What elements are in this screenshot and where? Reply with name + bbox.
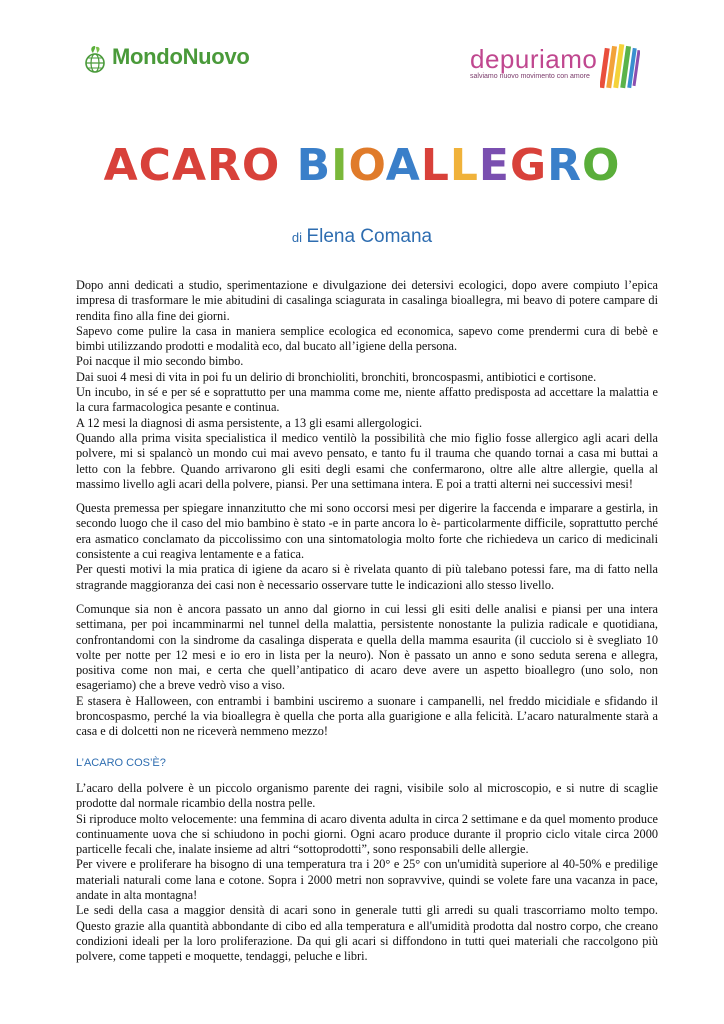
- color-stripes-icon: [600, 42, 640, 94]
- paragraph-group-2: [76, 501, 658, 593]
- paragraph-group-3: [76, 602, 658, 740]
- title-letter: L: [420, 140, 450, 191]
- paragraph: Un incubo, in sé e per sé e soprattutto per una mamma come me, niente affatto predisposta ad accettare la malattia e la cura farmacologica pesante e continua.: [76, 385, 658, 415]
- title-letter: A: [385, 140, 421, 191]
- title-word-bioallegro: [297, 140, 621, 191]
- depuriamo-tagline: salviamo nuovo movimento con amore: [470, 73, 590, 80]
- page-title: [0, 140, 724, 191]
- mondonuovo-logo-text: MondoNuovo: [112, 44, 250, 69]
- title-letter: B: [296, 140, 332, 191]
- paragraph: Dopo anni dedicati a studio, sperimentazione e divulgazione dei detersivi ecologici, dopo avere compiuto l’epica impresa di trasformare le mie abitudini di casalinga sciagurata in casalinga bioallegra, mi beavo di potere campare di rendita fino alla fine dei giorni.: [76, 278, 658, 323]
- title-letter: R: [547, 140, 582, 191]
- title-letter: G: [509, 140, 548, 191]
- paragraph: Comunque sia non è ancora passato un anno dal giorno in cui lessi gli esiti delle analisi e piansi per una intera settimana, per poi incamminarmi nel tunnel della malattia, persistente nonostante la pulizia radicale e quotidiana, confrontandomi con la sindrome da casalinga disperata e quella della mamma esaurita (il cucciolo si è svegliato 10 volte per notte per 12 mesi e io ero in lista per la neuro). Non è passato un anno e sono seduta serena e allegra, positiva come non mai, e certa che quell’antipatico di acaro deve avere un aspetto bioallegro (uno solo, non esageriamo) che a breve vedrò viso a viso.: [76, 601, 658, 693]
- paragraph: L’acaro della polvere è un piccolo organismo parente dei ragni, visibile solo al microscopio, e si nutre di scaglie prodotte dal normale ricambio della nostra pelle.: [76, 780, 658, 811]
- globe-leaf-icon: [82, 44, 108, 70]
- article-body: [76, 278, 658, 964]
- title-letter: I: [331, 140, 349, 191]
- author-name: Elena Comana: [306, 226, 433, 247]
- section-heading: L’ACARO COS’È?: [76, 756, 166, 769]
- byline: [0, 226, 724, 248]
- paragraph-group-1: [76, 278, 658, 492]
- paragraph-group-4: [76, 781, 658, 965]
- paragraph: Quando alla prima visita specialistica il medico ventilò la possibilità che mio figlio fosse allergico agli acari della polvere, mi si spalancò un mondo cui mai avevo pensato, e tanto fu il trauma che quando tornai a casa mi buttai a letto con la febbre. Quando arrivarono gli esiti degli esami che confermarono, oltre alle altre allergie, quella al massimo livello agli acari della polvere, piansi. Per una settimana intera. E poi a tratti alterni nei successivi mesi!: [76, 430, 658, 491]
- paragraph: Le sedi della casa a maggior densità di acari sono in generale tutti gli arredi su quali trascorriamo molto tempo. Questo grazie alla quantità abbondante di cibo ed alla temperatura e all'umidità prodotta dal nostro corpo, che creano condizioni ideali per la loro proliferazione. Da qui gli acari si diffondono in tutti quei materiali che raccolgono più polvere, come tappeti e moquette, tendaggi, peluche e libri.: [76, 903, 658, 964]
- paragraph: Per questi motivi la mia pratica di igiene da acaro si è rivelata quanto di più talebano potessi fare, ma di fatto nella stragrande maggioranza dei casi non è necessario osservare tutte le indicazioni allo stesso livello.: [76, 562, 658, 592]
- paragraph: Sapevo come pulire la casa in maniera semplice ecologica ed economica, sapevo come prendermi cura di bebè e bimbi utilizzando prodotti e modalità eco, dal bucato all’igiene della persona.: [76, 323, 658, 354]
- byline-prefix: di: [291, 230, 302, 245]
- paragraph: Si riproduce molto velocemente: una femmina di acaro diventa adulta in circa 2 settimane e da quel momento produce continuamente uova che si schiudono in pochi giorni. Ogni acaro produce durante il proprio ciclo vitale circa 2000 particelle fecali che, inalate insieme ad altri “sottoprodotti”, sono responsabili delle allergie.: [76, 811, 658, 857]
- paragraph: A 12 mesi la diagnosi di asma persistente, a 13 gli esami allergologici.: [76, 415, 423, 430]
- title-letter: O: [582, 140, 621, 191]
- paragraph: E stasera è Halloween, con entrambi i bambini usciremo a suonare i campanelli, nel freddo micidiale e sfidando il broncospasmo, perché la via bioallegra è quella che porta alla guarigione e alla felicità. L’acaro naturalmente starà a casa e di dolcetti non ne riceverà nemmeno mezzo!: [76, 693, 658, 739]
- title-letter: L: [449, 140, 479, 191]
- paragraph: Dai suoi 4 mesi di vita in poi fu un delirio di bronchioliti, bronchiti, broncospasmi, antibiotici e cortisone.: [76, 369, 597, 384]
- title-letter: E: [478, 140, 510, 191]
- paragraph: Questa premessa per spiegare innanzitutto che mi sono occorsi mesi per digerire la faccenda e imparare a gestirla, in secondo luogo che il caso del mio bambino è stato -e in parte ancora lo è- particolarmente difficile, soprattutto perché era asmatico conclamato da piccolissimo con una sintomatologia molto forte che richiedeva un carico di medicinali consistente a cui reagiva lentamente e a fatica.: [76, 501, 658, 562]
- depuriamo-logo-text: depuriamo: [470, 44, 598, 74]
- paragraph: Per vivere e proliferare ha bisogno di una temperatura tra i 20° e 25° con un'umidità superiore al 40-50% e predilige materiali naturali come lana e cotone. Sopra i 2000 metri non sopravvive, quindi se volete fare una vacanza in pace, andate in alta montagna!: [76, 857, 658, 902]
- depuriamo-logo: [470, 44, 597, 80]
- title-letter: O: [348, 140, 386, 191]
- paragraph: Poi nacque il mio secondo bimbo.: [76, 354, 244, 369]
- mondonuovo-logo: [82, 44, 250, 70]
- title-word-acaro: ACARO: [103, 140, 281, 191]
